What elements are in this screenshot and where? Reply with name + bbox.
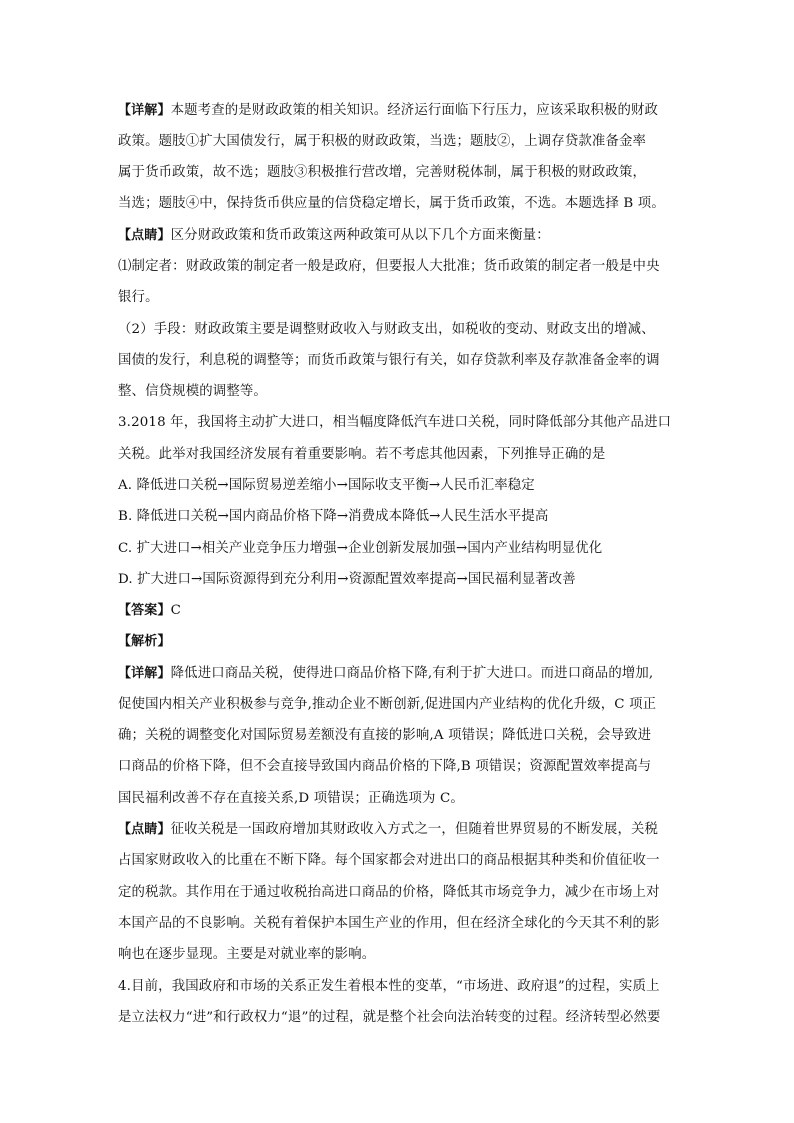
detail1-line-1: 【详解】本题考查的是财政政策的相关知识。经济运行面临下行压力，应该采取积极的财政 — [118, 103, 659, 118]
detail2-line-5: 国民福利改善不存在直接关系,D 项错误；正确选项为 C。 — [118, 791, 464, 806]
detail1-line-2: 政策。题肢①扩大国债发行，属于积极的财政政策，当选；题肢②，上调存贷款准备金率 — [118, 134, 647, 149]
detail2-line-4: 口商品的价格下降，但不会直接导致国内商品价格的下降,B 项错误；资源配置效率提高与 — [118, 759, 652, 774]
tip2-line-5: 响也在逐步显现。主要是对就业率的影响。 — [118, 947, 376, 962]
tip1-line-4: （2）手段：财政政策主要是调整财政收入与财政支出，如税收的变动、财政支出的增减、 — [118, 322, 655, 337]
question4-line-2: 是立法权力“进”和行政权力“退”的过程，就是整个社会向法治转变的过程。经济转型必然要 — [118, 1010, 661, 1025]
tip2-line-2: 占国家财政收入的比重在不断下降。每个国家都会对进出口的商品根据其种类和价值征收一 — [118, 853, 660, 868]
tip1-line-1: 【点睛】区分财政政策和货币政策这两种政策可从以下几个方面来衡量： — [118, 228, 550, 243]
tip2-line-3: 定的税款。其作用在于通过收税抬高进口商品的价格，降低其市场竞争力，减少在市场上对 — [118, 885, 660, 900]
question4-line-1: 4.目前，我国政府和市场的关系正发生着根本性的变革，“市场进、政府退”的过程，实质上 — [118, 979, 660, 994]
tip1-line-2: ⑴制定者：财政政策的制定者一般是政府，但要报人大批准；货币政策的制定者一般是中央 — [118, 259, 660, 274]
tip2-line-1: 【点睛】征收关税是一国政府增加其财政收入方式之一，但随着世界贸易的不断发展，关税 — [118, 822, 659, 837]
tip-tag: 【点睛】 — [118, 228, 171, 243]
answer-tag: 【答案】 — [118, 603, 171, 618]
tip1-line-3: 银行。 — [118, 290, 159, 305]
tip1-line-6: 整、信贷规模的调整等。 — [118, 384, 267, 399]
answer-line — [118, 601, 678, 621]
answer-value: C — [170, 603, 182, 618]
analysis-tag: 【解析】 — [118, 634, 171, 649]
detail2-line-1: 【详解】降低进口商品关税，使得进口商品价格下降,有利于扩大进口。而进口商品的增加, — [118, 666, 654, 681]
detail2-line-2: 促使国内相关产业积极参与竞争,推动企业不断创新,促进国内产业结构的优化升级，C 项正 — [118, 697, 657, 712]
analysis-heading — [118, 632, 678, 652]
question3-line-1: 3.2018 年，我国将主动扩大进口，相当幅度降低汽车进口关税，同时降低部分其他产品进口 — [118, 415, 672, 430]
detail-tag: 【详解】 — [118, 666, 171, 681]
tip2-line-4: 本国产品的不良影响。关税有着保护本国生产业的作用，但在经济全球化的今天其不利的影 — [118, 916, 660, 931]
detail1-line-4: 当选；题肢④中，保持货币供应量的信贷稳定增长，属于货币政策，不选。本题选择 B 项。 — [118, 196, 665, 211]
tip1-line-5: 国债的发行，利息税的调整等；而货币政策与银行有关，如存贷款利率及存款准备金率的调 — [118, 353, 660, 368]
question3-line-2: 关税。此举对我国经济发展有着重要影响。若不考虑其他因素，下列推导正确的是 — [118, 447, 606, 462]
option-c: C. 扩大进口→相关产业竞争压力增强→企业创新发展加强→国内产业结构明显优化 — [118, 541, 603, 556]
option-b: B. 降低进口关税→国内商品价格下降→消费成本降低→人民生活水平提高 — [118, 509, 549, 524]
tip-tag: 【点睛】 — [118, 822, 171, 837]
detail-tag: 【详解】 — [118, 103, 171, 118]
detail2-line-3: 确；关税的调整变化对国际贸易差额没有直接的影响,A 项错误；降低进口关税，会导致进 — [118, 728, 652, 743]
option-d: D. 扩大进口→国际资源得到充分利用→资源配置效率提高→国民福利显著改善 — [118, 572, 576, 587]
detail1-line-3: 属于货币政策，故不选；题肢③积极推行营改增，完善财税体制，属于积极的财政政策， — [118, 165, 647, 180]
option-a: A. 降低进口关税→国际贸易逆差缩小→国际收支平衡→人民币汇率稳定 — [118, 478, 535, 493]
